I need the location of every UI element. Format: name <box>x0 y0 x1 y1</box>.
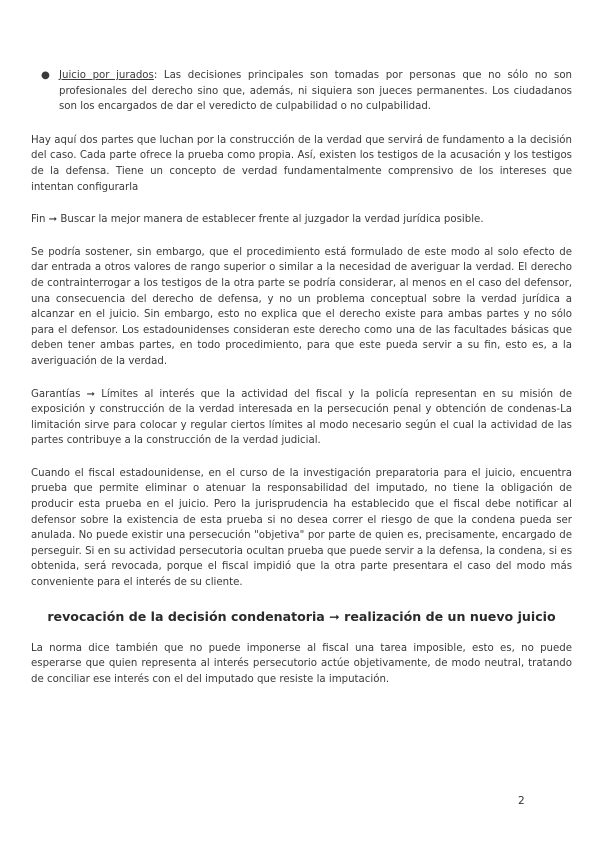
paragraph-fin: Fin ➞ Buscar la mejor manera de establecer frente al juzgador la verdad jurídica posible. <box>31 214 484 226</box>
paragraph-procedimiento: Se podría sostener, sin embargo, que el procedimiento está formulado de este modo al solo efecto de dar entrada a otros valores de rango superior o similar a la necesidad de averiguar la verdad. El derecho de contrainterrogar a los testigos de la otra parte se podría considerar, al menos en el caso del defensor, una consecuencia del derecho de defensa, y no un problema conceptual sobre la verdad jurídica a alcanzar en el juicio. Sin embargo, esto no explica que el derecho existe para ambas partes y no sólo para el defensor. Los estadounidenses consideran este derecho como una de las facultades básicas que deben tener ambas partes, en todo procedimiento, para que este pueda servir a su fin, esto es, a la averiguación de la verdad. <box>31 246 572 367</box>
bullet-item-juicio-por-jurados <box>31 68 572 115</box>
page-number: 2 <box>518 795 525 807</box>
paragraph-garantias: Garantías ➞ Límites al interés que la actividad del fiscal y la policía representan en su misión de exposición y construcción de la verdad interesada en la persecución penal y obtención de condenas-La limitación sirve para colocar y regular ciertos límites al modo necesario según el cual la actividad de las partes contribuye a la construcción de la verdad judicial. <box>31 388 572 447</box>
document-body <box>31 68 572 687</box>
section-heading: revocación de la decisión condenatoria ➞ realización de un nuevo juicio <box>47 608 556 624</box>
bullet-dot-icon: ● <box>41 70 50 81</box>
bullet-text: : Las decisiones principales son tomadas por personas que no sólo no son profesionales del derecho sino que, además, ni siquiera son jueces permanentes. Los ciudadanos son los encargados de dar el veredicto de culpabilidad o no culpabilidad. <box>59 70 573 113</box>
paragraph-fiscal: Cuando el fiscal estadounidense, en el curso de la investigación preparatoria para el juicio, encuentra prueba que permite eliminar o atenuar la responsabilidad del imputado, no tiene la obligación de producir esta prueba en el juicio. Pero la jurisprudencia ha establecido que el fiscal debe notificar al defensor sobre la existencia de esta prueba si no desea correr el riesgo de que la condena pueda ser anulada. No puede existir una persecución "objetiva" por parte de quien es, precisamente, encargado de perseguir. Si en su actividad persecutoria ocultan prueba que puede servir a la defensa, la condena, si es obtenida, será revocada, porque el fiscal impidió que la otra parte presentara el caso del modo más conveniente para el interés de su cliente. <box>31 467 572 589</box>
paragraph-norma: La norma dice también que no puede imponerse al fiscal una tarea imposible, esto es, no puede esperarse que quien representa al interés persecutorio actúe objetivamente, de modo neutral, tratando de conciliar ese interés con el del imputado que resiste la imputación. <box>31 642 572 685</box>
bullet-term: Juicio por jurados <box>59 70 154 81</box>
paragraph-partes: Hay aquí dos partes que luchan por la construcción de la verdad que servirá de fundamento a la decisión del caso. Cada parte ofrece la prueba como propia. Así, existen los testigos de la acusación y los testigos de la defensa. Tiene un concepto de verdad fundamentalmente comprensivo de los intereses que intentan configurarla <box>31 134 572 193</box>
